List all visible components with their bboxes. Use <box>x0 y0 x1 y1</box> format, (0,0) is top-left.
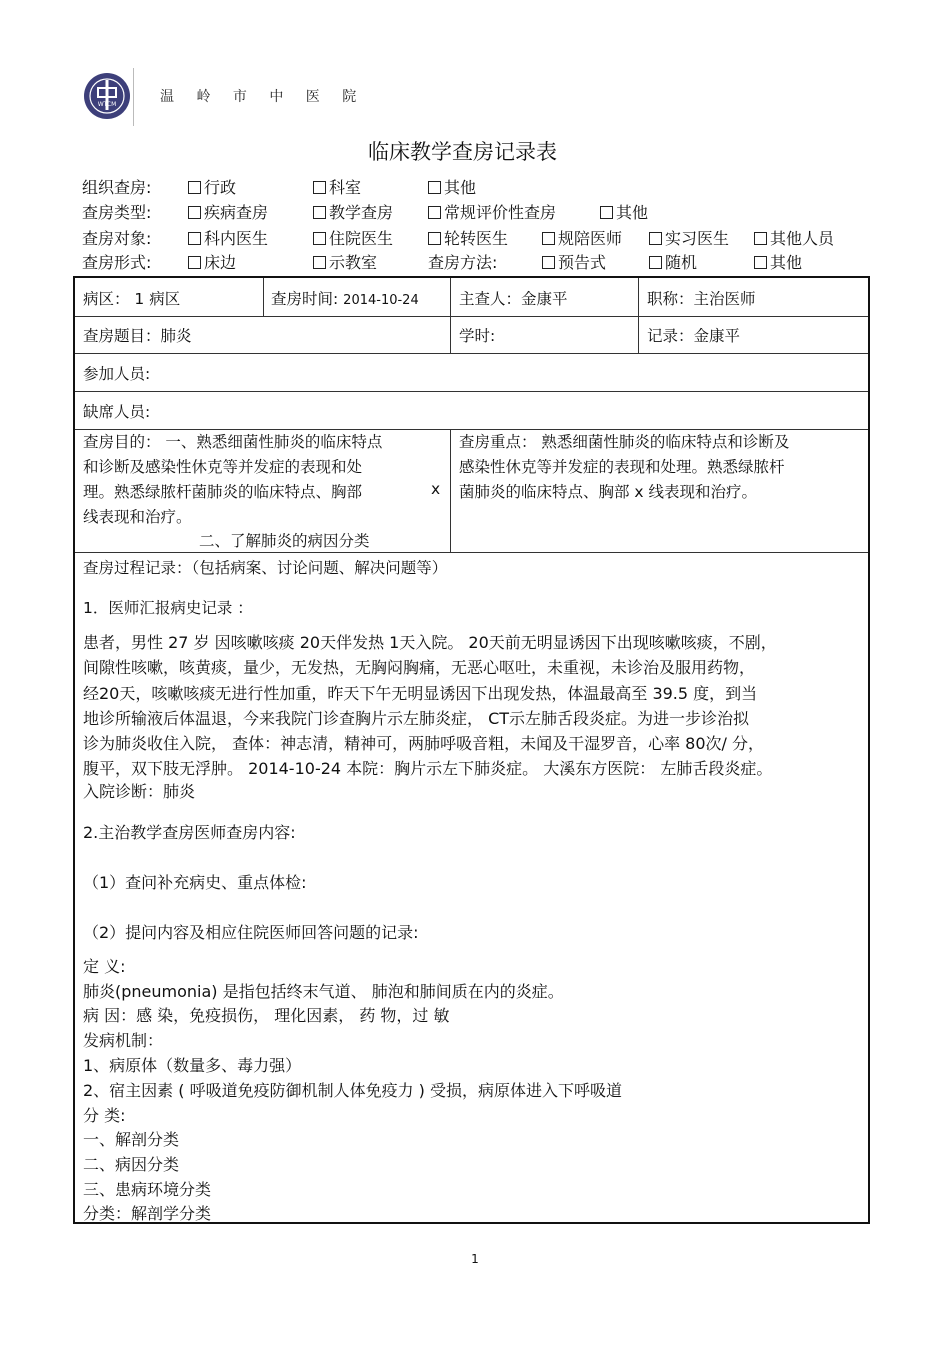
record-table <box>73 276 870 1224</box>
checkbox-icon[interactable] <box>754 232 767 245</box>
history-line: 诊为肺炎收住入院， 查体：神志清，精神可，两肺呼吸音粗，未闻及干湿罗音，心率 80次/ 分， <box>83 734 765 753</box>
note-line: 肺炎(pneumonia) 是指包括终末气道、 肺泡和肺间质在内的炎症。 <box>83 982 564 1001</box>
checkbox-icon[interactable] <box>313 206 326 219</box>
checkbox-icon[interactable] <box>600 206 613 219</box>
section-heading: 2.主治教学查房医师查房内容: <box>83 823 296 842</box>
option-label: 查房方法: <box>428 253 498 272</box>
checkbox-icon[interactable] <box>313 232 326 245</box>
checkbox-option[interactable]: 住院医生 <box>313 226 393 249</box>
hospital-logo-icon <box>82 68 132 126</box>
checkbox-icon[interactable] <box>428 232 441 245</box>
absentees-cell: 缺席人员: <box>83 403 151 421</box>
hospital-name: 温 岭 市 中 医 院 <box>160 89 366 105</box>
col-divider <box>450 278 451 353</box>
row-divider <box>75 552 868 553</box>
checkbox-option[interactable]: 其他 <box>754 250 802 273</box>
note-line: 2、宿主因素 ( 呼吸道免疫防御机制人体免疫力 ) 受损，病原体进入下呼吸道 <box>83 1081 623 1100</box>
topic-cell: 查房题目：肺炎 <box>83 327 192 345</box>
process-header: 查房过程记录：（包括病案、讨论问题、解决问题等） <box>83 559 448 577</box>
note-line: 1、病原体（数量多、毒力强） <box>83 1056 302 1075</box>
row-divider <box>75 391 868 392</box>
note-line: 分 类: <box>83 1106 126 1125</box>
checkbox-option[interactable]: 其他 <box>428 175 476 198</box>
purpose-line: 理。熟悉绿脓杆菌肺炎的临床特点、胸部 <box>83 483 363 501</box>
row-divider <box>75 353 868 354</box>
note-line: 一、解剖分类 <box>83 1130 180 1149</box>
checkbox-option[interactable]: 常规评价性查房 <box>428 200 556 223</box>
checkbox-option[interactable]: 疾病查房 <box>188 200 268 223</box>
purpose-line: 二、了解肺炎的病因分类 <box>199 532 370 550</box>
checkbox-option[interactable]: 科室 <box>313 175 361 198</box>
checkbox-icon[interactable] <box>188 206 201 219</box>
note-line: 二、病因分类 <box>83 1155 180 1174</box>
sub-heading: （2）提问内容及相应住院医师回答问题的记录: <box>83 923 419 942</box>
history-line: 入院诊断：肺炎 <box>83 782 196 801</box>
purpose-x: x <box>431 480 441 498</box>
col-divider <box>263 278 264 316</box>
note-line: 分类：解剖学分类 <box>83 1204 212 1223</box>
col-divider <box>450 429 451 552</box>
history-line: 间隙性咳嗽，咳黄痰，量少，无发热，无胸闷胸痛，无恶心呕吐，未重视，未诊治及服用药物， <box>83 658 756 677</box>
focus-line: 查房重点： 熟悉细菌性肺炎的临床特点和诊断及 <box>459 433 790 451</box>
hours-cell: 学时: <box>459 327 496 345</box>
logo-divider <box>133 68 134 126</box>
rank-cell: 职称：主治医师 <box>647 290 756 308</box>
note-line: 病 因：感 染，免疫损伤， 理化因素， 药 物，过 敏 <box>83 1006 450 1025</box>
note-line: 发病机制： <box>83 1031 164 1050</box>
checkbox-icon[interactable] <box>649 256 662 269</box>
recorder-cell: 记录：金康平 <box>647 327 741 345</box>
row-divider <box>75 316 868 317</box>
attendees-cell: 参加人员: <box>83 365 151 383</box>
time-cell: 查房时间: 2014-10-24 <box>271 290 419 308</box>
host-cell: 主查人：金康平 <box>459 290 568 308</box>
note-line: 定 义: <box>83 957 126 976</box>
checkbox-icon[interactable] <box>313 256 326 269</box>
ward-cell: 病区： 1 病区 <box>83 290 181 308</box>
checkbox-icon[interactable] <box>188 232 201 245</box>
note-line: 三、患病环境分类 <box>83 1180 212 1199</box>
purpose-line: 查房目的： 一、熟悉细菌性肺炎的临床特点 <box>83 433 383 451</box>
checkbox-option[interactable]: 其他 <box>600 200 648 223</box>
checkbox-icon[interactable] <box>649 232 662 245</box>
checkbox-icon[interactable] <box>754 256 767 269</box>
logo-text: WTCM <box>97 101 117 108</box>
checkbox-icon[interactable] <box>542 256 555 269</box>
checkbox-icon[interactable] <box>188 256 201 269</box>
page-number: 1 <box>471 1252 479 1266</box>
option-label: 组织查房: <box>82 178 152 197</box>
checkbox-icon[interactable] <box>542 232 555 245</box>
checkbox-option[interactable]: 其他人员 <box>754 226 834 249</box>
section-heading: 1．医师汇报病史记录 ： <box>83 599 253 617</box>
purpose-line: 和诊断及感染性休克等并发症的表现和处 <box>83 458 363 476</box>
checkbox-option[interactable]: 教学查房 <box>313 200 393 223</box>
option-label: 查房形式: <box>82 253 152 272</box>
checkbox-icon[interactable] <box>428 181 441 194</box>
col-divider <box>638 278 639 353</box>
form-title: 临床教学查房记录表 <box>368 140 557 164</box>
checkbox-option[interactable]: 实习医生 <box>649 226 729 249</box>
history-line: 地诊所输液后体温退，今来我院门诊查胸片示左肺炎症， CT示左肺舌段炎症。为进一步诊治拟 <box>83 709 750 728</box>
checkbox-option[interactable]: 预告式 <box>542 250 606 273</box>
history-line: 患者，男性 27 岁 因咳嗽咳痰 20天伴发热 1天入院。 20天前无明显诱因下出现咳嗽咳痰，不剧， <box>83 633 777 652</box>
checkbox-icon[interactable] <box>313 181 326 194</box>
checkbox-option[interactable]: 床边 <box>188 250 236 273</box>
checkbox-option[interactable]: 行政 <box>188 175 236 198</box>
checkbox-option[interactable]: 轮转医生 <box>428 226 508 249</box>
focus-line: 菌肺炎的临床特点、胸部 x 线表现和治疗。 <box>459 483 758 501</box>
checkbox-option[interactable]: 科内医生 <box>188 226 268 249</box>
checkbox-icon[interactable] <box>428 206 441 219</box>
checkbox-option[interactable]: 随机 <box>649 250 697 273</box>
checkbox-option[interactable]: 规陪医师 <box>542 226 622 249</box>
history-line: 经20天，咳嗽咳痰无进行性加重，昨天下午无明显诱因下出现发热，体温最高至 39.5 度，到当 <box>83 684 758 703</box>
sub-heading: （1）查问补充病史、重点体检: <box>83 873 307 892</box>
checkbox-icon[interactable] <box>188 181 201 194</box>
option-label: 查房对象: <box>82 229 152 248</box>
purpose-line: 线表现和治疗。 <box>83 508 192 526</box>
option-label: 查房类型: <box>82 203 152 222</box>
focus-line: 感染性休克等并发症的表现和处理。熟悉绿脓杆 <box>459 458 785 476</box>
checkbox-option[interactable]: 示教室 <box>313 250 377 273</box>
history-line: 腹平，双下肢无浮肿。 2014-10-24 本院：胸片示左下肺炎症。 大溪东方医院： 左肺舌段炎症。 <box>83 759 773 778</box>
